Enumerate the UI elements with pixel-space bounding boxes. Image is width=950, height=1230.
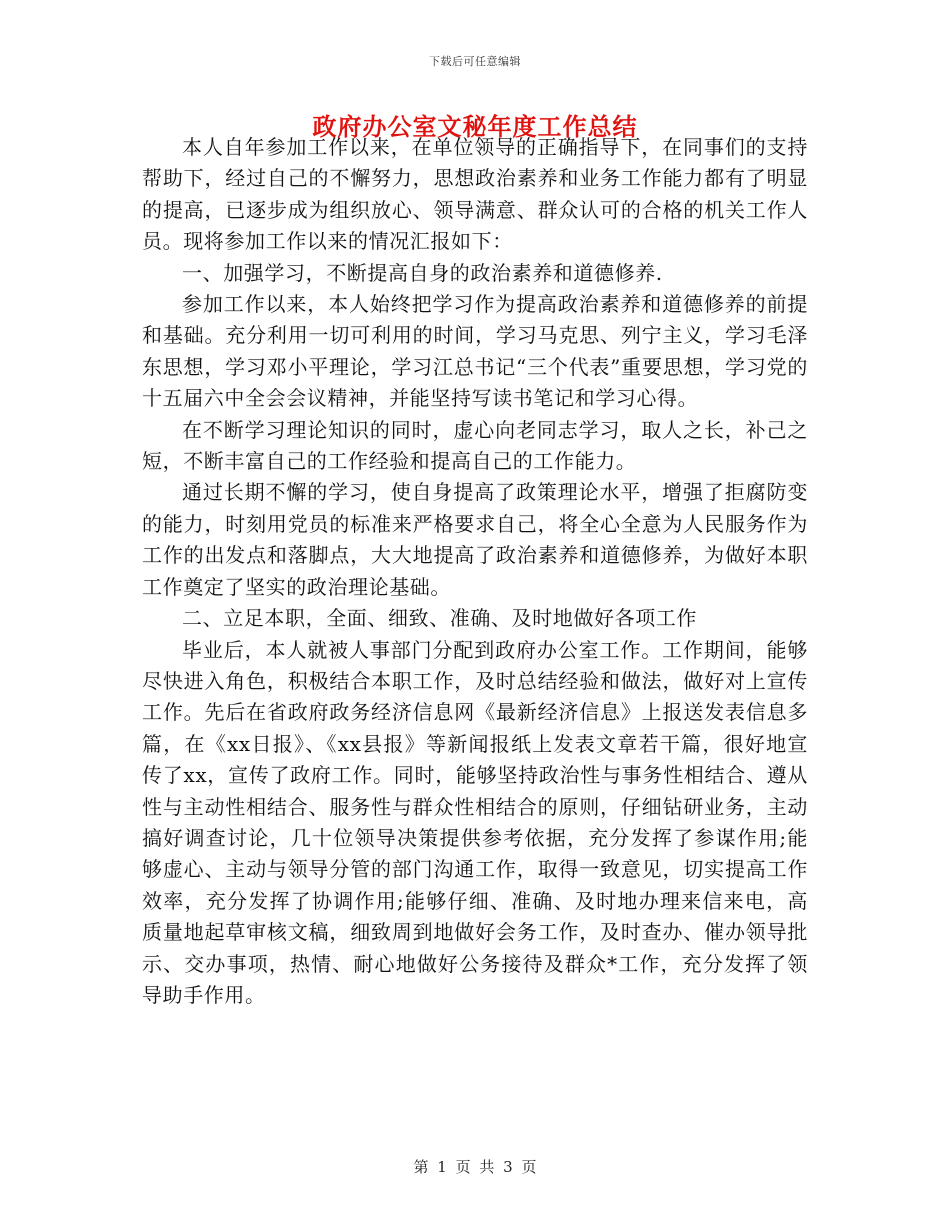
document-title: 政府办公室文秘年度工作总结 bbox=[312, 112, 638, 141]
section-heading-1: 一、加强学习，不断提高自身的政治素养和道德修养. bbox=[182, 260, 663, 285]
section-heading-2: 二、立足本职，全面、细致、准确、及时地做好各项工作 bbox=[182, 606, 697, 631]
paragraph-work-duties: 毕业后，本人就被人事部门分配到政府办公室工作。工作期间，能够尽快进入角色，积极结合本职工作，及时总结经验和做法，做好对上宣传工作。先后在省政府政务经济信息网《最新经济信息》上报送发表信息多篇，在《xx日报》、《xx县报》等新闻报纸上发表文章若干篇，很好地宣传了xx，宣传了政府工作。同时，能够坚持政治性与事务性相结合、遵从性与主动性相结合、服务性与群众性相结合的原则，仔细钻研业务，主动搞好调查讨论，几十位领导决策提供参考依据，充分发挥了参谋作用;能够虚心、主动与领导分管的部门沟通工作，取得一致意见，切实提高工作效率，充分发挥了协调作用;能够仔细、准确、及时地办理来信来电，高质量地起草审核文稿，细致周到地做好会务工作，及时查办、催办领导批示、交办事项，热情、耐心地做好公务接待及群众*工作，充分发挥了领导助手作用。 bbox=[142, 637, 808, 1007]
paragraph-study-results: 通过长期不懈的学习，使自身提高了政策理论水平，增强了拒腐防变的能力，时刻用党员的标准来严格要求自己，将全心全意为人民服务作为工作的出发点和落脚点，大大地提高了政治素养和道德修养，为做好本职工作奠定了坚实的政治理论基础。 bbox=[142, 480, 808, 599]
paragraph-learn-from-colleagues: 在不断学习理论知识的同时，虚心向老同志学习，取人之长，补己之短，不断丰富自己的工作经验和提高自己的工作能力。 bbox=[142, 417, 808, 474]
header-note: 下载后可任意编辑 bbox=[429, 55, 521, 68]
page-number-footer: 第 1 页 共 3 页 bbox=[413, 1158, 537, 1176]
document-body bbox=[142, 132, 808, 1011]
paragraph-intro: 本人自年参加工作以来，在单位领导的正确指导下，在同事们的支持帮助下，经过自己的不懈努力，思想政治素养和业务工作能力都有了明显的提高，已逐步成为组织放心、领导满意、群众认可的合格的机关工作人员。现将参加工作以来的情况汇报如下： bbox=[142, 135, 808, 254]
paragraph-study: 参加工作以来，本人始终把学习作为提高政治素养和道德修养的前提和基础。充分利用一切可利用的时间，学习马克思、列宁主义，学习毛泽东思想，学习邓小平理论，学习江总书记“三个代表”重要思想，学习党的十五届六中全会会议精神，并能坚持写读书笔记和学习心得。 bbox=[142, 292, 808, 411]
